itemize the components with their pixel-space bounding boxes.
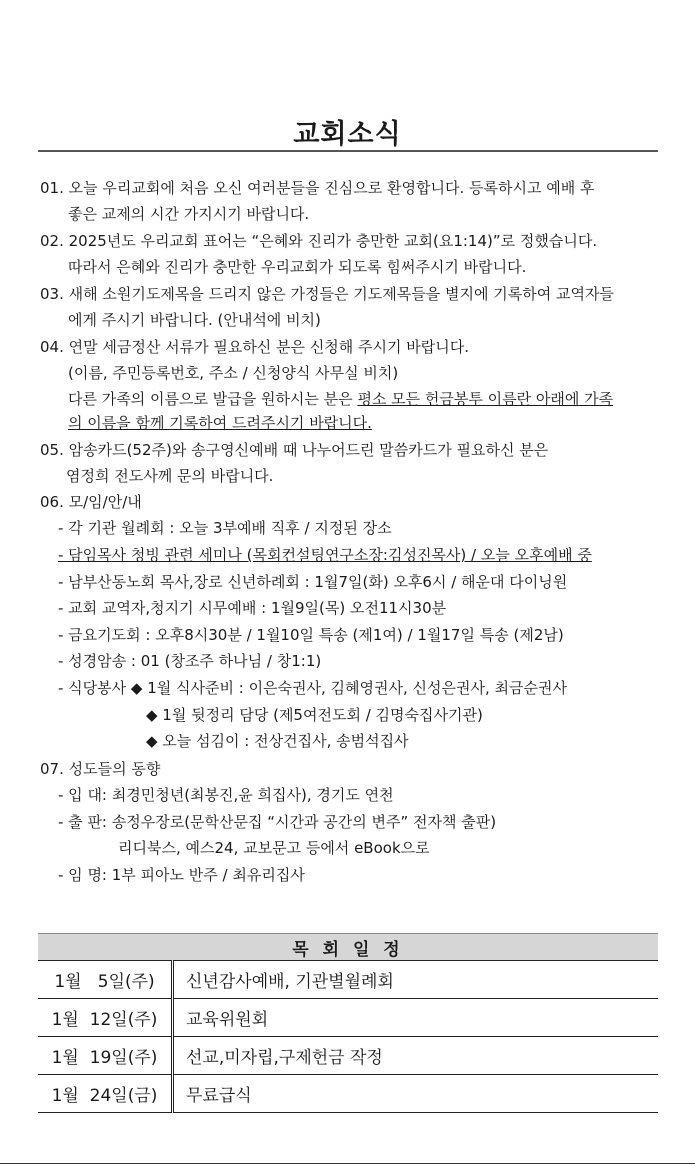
schedule-event: 신년감사예배, 기관별월례회 (173, 961, 659, 999)
meeting-item: - 교회 교역자,청지기 시무예배 : 1월9일(목) 오전11시30분 (58, 599, 447, 617)
schedule-date: 1월 19일(주) (38, 1037, 173, 1075)
page-title: 교회소식 (293, 119, 402, 150)
news-line-05-cont: 염정희 전도사께 문의 바랍니다. (66, 467, 274, 485)
kitchen-service-item: ◆ 오늘 섬김이 : 전상건집사, 송범석집사 (146, 732, 409, 750)
schedule-event: 무료급식 (173, 1075, 659, 1113)
table-row (38, 999, 658, 1037)
member-news-item: - 입 대: 최경민청년(최봉진,윤 희집사), 경기도 연천 (58, 786, 394, 804)
schedule-date: 1월 24일(금) (38, 1075, 173, 1113)
meeting-item: - 금요기도회 : 오후8시30분 / 1월10일 특송 (제1여) / 1월17일 특송 (제2남) (58, 626, 564, 644)
schedule-header: 목 회 일 정 (38, 934, 658, 961)
kitchen-service-item: ◆ 1월 뒷정리 담당 (제5여전도회 / 김명숙집사기관) (146, 706, 483, 724)
schedule-table (38, 933, 658, 1113)
news-line-02-cont: 따라서 은혜와 진리가 충만한 우리교회가 되도록 힘써주시기 바랍니다. (68, 258, 527, 276)
news-line-04-note-plain: 다른 가족의 이름으로 발급을 원하시는 분은 (68, 390, 358, 408)
news-line-04-note (68, 389, 613, 409)
page-bottom-divider (0, 1163, 695, 1164)
table-row (38, 961, 658, 999)
meeting-item: - 담임목사 청빙 관련 세미나 (목회컨설팅연구소장:김성진목사) / 오늘 오후예배 중 (58, 546, 592, 564)
table-row (38, 1075, 658, 1113)
news-line-06: 06. 모/임/안/내 (40, 493, 142, 511)
kitchen-service-item: - 식당봉사 ◆ 1월 식사준비 : 이은숙권사, 김혜영권사, 신성은권사, 최금순권사 (58, 679, 567, 697)
news-line-04: 04. 연말 세금정산 서류가 필요하신 분은 신청해 주시기 바랍니다. (40, 338, 470, 356)
title-divider (38, 150, 658, 152)
meeting-item: - 각 기관 월례회 : 오늘 3부예배 직후 / 지정된 장소 (58, 519, 392, 537)
news-line-04-note-cont: 의 이름을 함께 기록하여 드려주시기 바랍니다. (68, 414, 372, 432)
schedule-event: 선교,미자립,구제헌금 작정 (173, 1037, 659, 1075)
news-line-01: 01. 오늘 우리교회에 처음 오신 여러분들을 진심으로 환영합니다. 등록하시고 예배 후 (40, 179, 595, 197)
news-line-01-cont: 좋은 교제의 시간 가지시기 바랍니다. (68, 205, 310, 223)
member-news-item: - 임 명: 1부 피아노 반주 / 최유리집사 (58, 866, 305, 884)
news-line-03: 03. 새해 소원기도제목을 드리지 않은 가정들은 기도제목들을 별지에 기록하여 교역자들 (40, 285, 614, 303)
schedule-date: 1월 5일(주) (38, 961, 173, 999)
news-line-04-cont: (이름, 주민등록번호, 주소 / 신청양식 사무실 비치) (68, 364, 399, 382)
member-news-item: - 출 판: 송정우장로(문학산문집 “시간과 공간의 변주” 전자책 출판) (58, 813, 497, 831)
table-row (38, 1037, 658, 1075)
member-news-item-cont: 리디북스, 예스24, 교보문고 등에서 eBook으로 (118, 839, 430, 857)
news-line-02: 02. 2025년도 우리교회 표어는 “은혜와 진리가 충만한 교회(요1:14)”로 정했습니다. (40, 232, 598, 250)
meeting-item: - 성경암송 : 01 (창조주 하나님 / 창1:1) (58, 652, 322, 670)
meeting-item: - 남부산동노회 목사,장로 신년하례회 : 1월7일(화) 오후6시 / 해운대 다이닝원 (58, 573, 568, 591)
schedule-date: 1월 12일(주) (38, 999, 173, 1037)
news-line-03-cont: 에게 주시기 바랍니다. (안내석에 비치) (68, 311, 321, 329)
schedule-event: 교육위원회 (173, 999, 659, 1037)
news-line-04-note-underlined: 평소 모든 헌금봉투 이름란 아래에 가족 (357, 390, 614, 408)
news-line-05: 05. 암송카드(52주)와 송구영신예배 때 나누어드린 말씀카드가 필요하신 분은 (40, 441, 549, 459)
news-line-07: 07. 성도들의 동향 (40, 760, 161, 778)
